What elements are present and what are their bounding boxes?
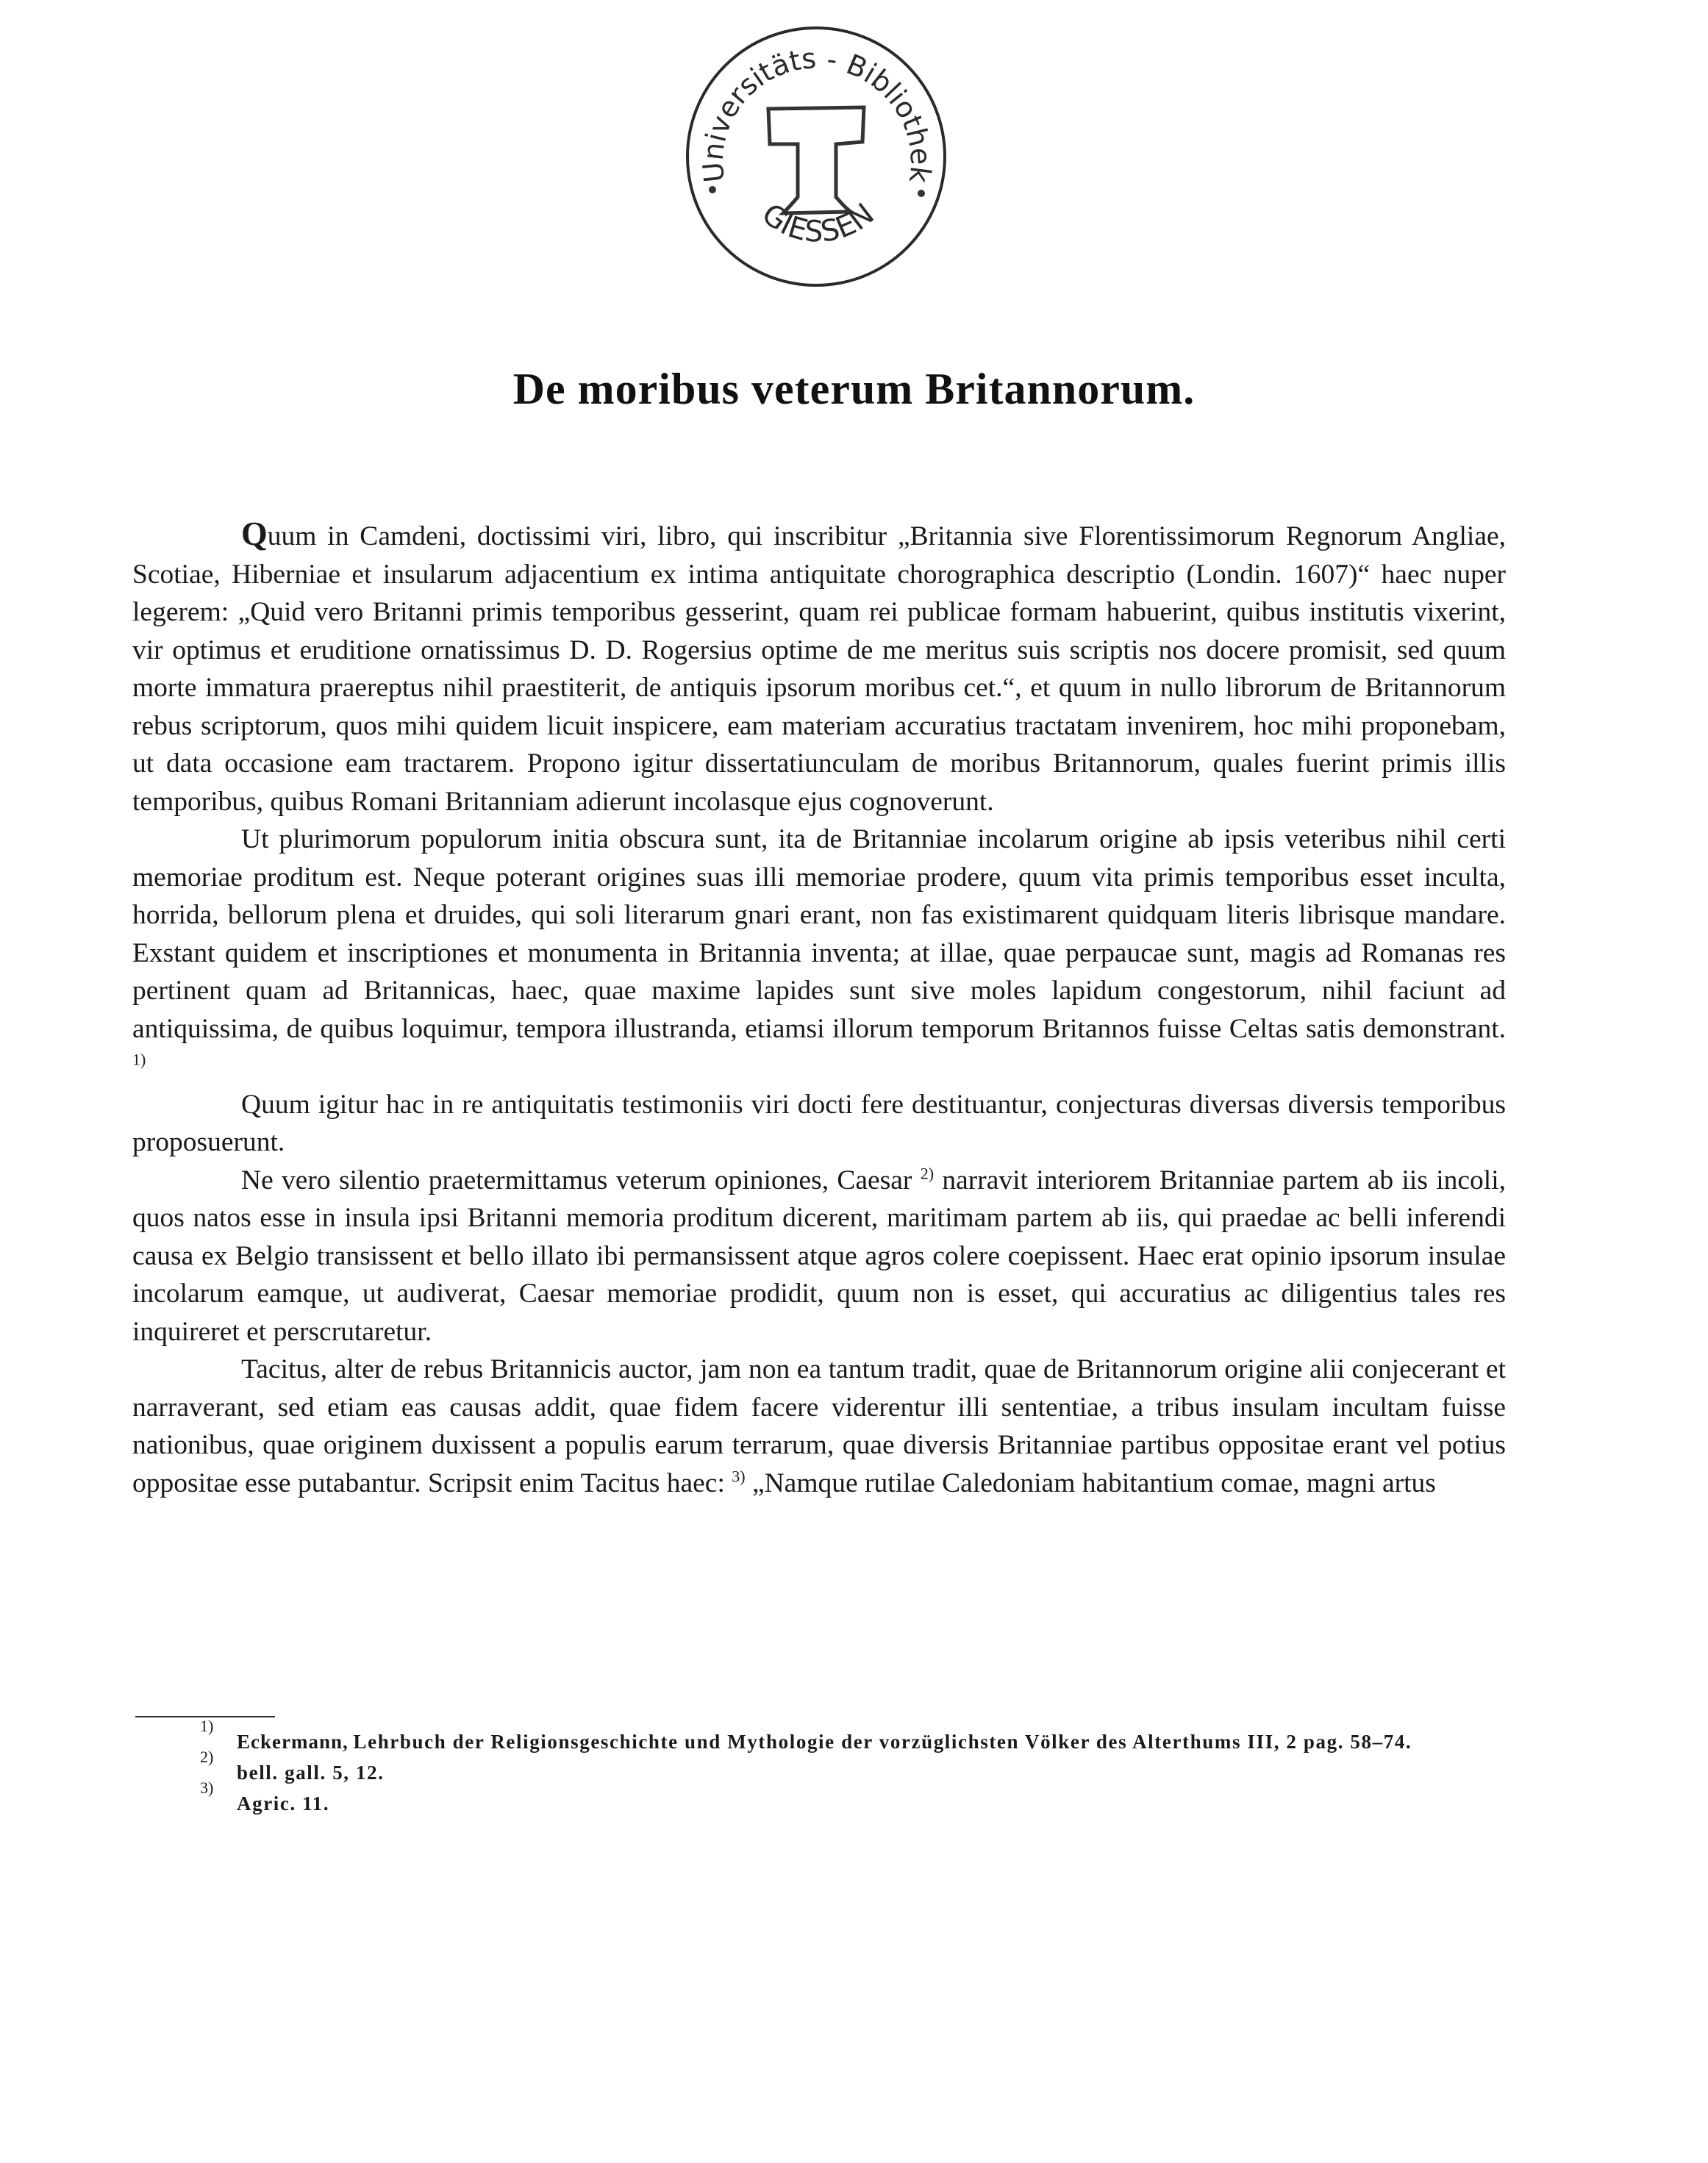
footnote-ref-3[interactable]: 3) — [732, 1467, 746, 1485]
library-stamp — [680, 21, 952, 293]
paragraph-4-text-before: Ne vero silentio praetermittamus veterum opiniones, Caesar — [241, 1165, 912, 1195]
page-title: De moribus veterum Britannorum. — [512, 365, 1196, 413]
drop-cap: Q — [241, 515, 268, 552]
footnote-2-text: bell. gall. 5, 12. — [237, 1762, 385, 1784]
paragraph-5-text-after: „Namque rutilae Caledoniam habitantium comae, magni artus — [751, 1467, 1436, 1498]
footnote-2: 2) bell. gall. 5, 12. — [200, 1748, 385, 1784]
footnote-ref-1[interactable]: 1) — [132, 1050, 146, 1069]
paragraph-3 — [132, 1086, 1506, 1162]
paragraph-4 — [132, 1162, 1506, 1351]
stamp-dot-right — [918, 190, 925, 197]
stamp-bottom-text: GIESSEN — [755, 196, 881, 249]
footnote-1-author: Eckermann, — [237, 1731, 349, 1753]
footnote-1: 1) Eckermann, Lehrbuch der Religionsgeschichte und Mythologie der vorzüglichsten Völker des Alterthums III, 2 pag. 58–74. — [200, 1717, 1412, 1753]
body-text — [132, 515, 1506, 1502]
footnotes — [200, 1717, 1509, 1819]
footnote-3-text: Agric. 11. — [237, 1792, 330, 1815]
paragraph-2-text: Ut plurimorum populorum initia obscura sunt, ita de Britanniae incolarum origine ab ipsis veteribus nihil certi memoriae proditum est. Neque poterant origines suas illi memoriae prodere, quum vita primis temporibus esset inculta, horrida, bellorum plena et druides, qui soli literarum gnari erant, non fas existimarent quidquam literis librisque mandare. Exstant quidem et inscriptiones et monumenta in Britannia inventa; at illae, quae perpaucae sunt, magis ad Romanas res pertinent quam ad Britannicas, haec, quae maxime lapides sunt sive moles lapidum congestorum, nihil faciunt ad antiquissima, de quibus loquimur, tempora illustranda, etiamsi illorum temporum Britannos fuisse Celtas satis demonstrant. — [132, 824, 1506, 1044]
footnote-1-text: Lehrbuch der Religionsgeschichte und Mythologie der vorzüglichsten Völker des Alterthums III, 2 pag. 58–74. — [353, 1731, 1412, 1753]
footnote-ref-2[interactable]: 2) — [920, 1164, 935, 1182]
paragraph-4-text-after: narravit interiorem Britanniae partem ab iis incoli, quos natos esse in insula ipsi Britanni memoria proditum dicerent, maritimam partem ab iis, qui praedae ac belli inferendi causa ex Belgio transissent et bello illato ibi permansissent atque agros colere coepissent. Haec erat opinio ipsorum insulae incolarum eamque, ut audiverat, Caesar memoriae prodidit, quum non is esset, qui accuratius ac diligentius tales res inquireret et perscrutaretur. — [132, 1165, 1507, 1347]
footnote-3: 3) Agric. 11. — [200, 1778, 330, 1815]
tau-cross-icon — [768, 107, 864, 213]
paragraph-1 — [132, 515, 1506, 820]
stamp-dot-left — [709, 186, 716, 193]
paragraph-1-text: uum in Camdeni, doctissimi viri, libro, qui inscribitur „Britannia sive Florentissimorum Regnorum Angliae, Scotiae, Hiberniae et insularum adjacentium ex intima antiquitate chorographica descriptio (Londin. 1607)“ haec nuper legerem: „Quid vero Britanni primis temporibus gesserint, quam rei publicae formam habuerint, quibus institutis vixerint, vir optimus et eruditione ornatissimus D. D. Rogersius optime de me meritus suis scriptis nos docere promisit, sed quum morte immatura praereptus nihil praestiterit, de antiquis ipsorum moribus cet.“, et quum in nullo librorum de Britannorum rebus scriptorum, quos mihi quidem licuit inspicere, eam materiam accuratius tractatam invenirem, hoc mihi proponebam, ut data occasione eam tractarem. Propono igitur dissertatiunculam de moribus Britannorum, quales fuerint primis illis temporibus, quibus Romani Britanniam adierunt incolasque ejus cognoverunt. — [132, 521, 1506, 817]
paragraph-2 — [132, 820, 1506, 1086]
paragraph-3-text: Quum igitur hac in re antiquitatis testimoniis viri docti fere destituantur, conjecturas diversas diversis temporibus proposuerunt. — [132, 1089, 1506, 1157]
paragraph-5-text-before: Tacitus, alter de rebus Britannicis auctor, jam non ea tantum tradit, quae de Britannorum origine alii conjecerant et narraverant, sed etiam eas causas addit, quae fidem facere viderentur illi sententiae, a tribus insulam incultam fuisse nationibus, quae originem duxissent a populis earum terrarum, quae diversis Britanniae partibus oppositae erant vel potius oppositae esse putabantur. Scripsit enim Tacitus haec: — [132, 1354, 1506, 1498]
stamp-top-text: Universitäts - Bibliothek — [696, 42, 937, 185]
paragraph-5 — [132, 1351, 1506, 1502]
